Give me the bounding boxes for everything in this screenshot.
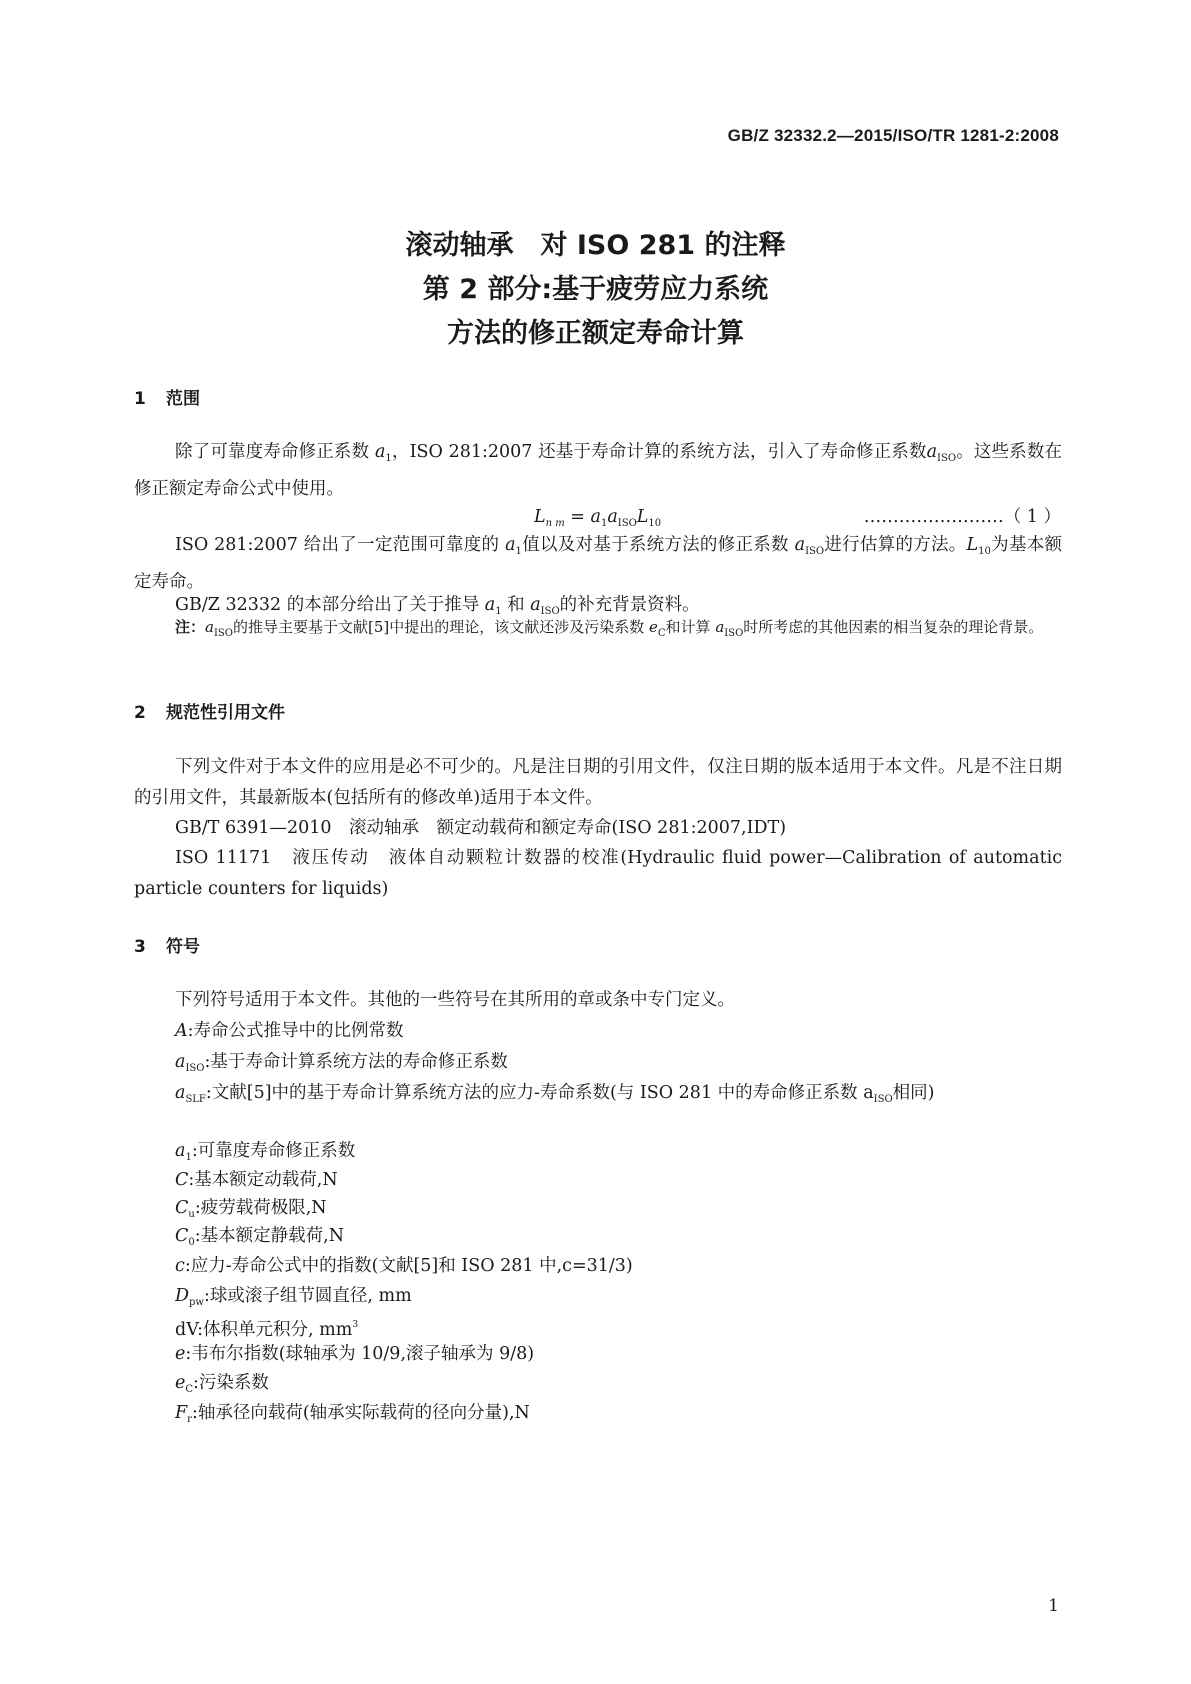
document-code: GB/Z 32332.2—2015/ISO/TR 1281-2:2008 xyxy=(727,126,1059,145)
scope-paragraph-1: 除了可靠度寿命修正系数 $a_1$，ISO 281:2007 还基于寿命计算的系统方法，引入了寿命修正系数$a_{ISO}$。这些系数在修正额定寿命公式中使用。 xyxy=(134,442,1062,499)
scope-paragraph-2: ISO 281:2007 给出了一定范围可靠度的 $a_1$值以及对基于系统方法的修正系数 $a_{ISO}$进行估算的方法。$L_{10}$为基本额定寿命。 xyxy=(134,535,1063,592)
ref-item-1: GB/T 6391—2010 滚动轴承 额定动载荷和额定寿命(ISO 281:2007,IDT) xyxy=(175,818,787,838)
title-line-1: 滚动轴承 对 ISO 281 的注释 xyxy=(405,230,786,261)
section-2-heading xyxy=(134,698,285,723)
section-number: 3 xyxy=(134,937,146,957)
symbols-intro: 下列符号适用于本文件。其他的一些符号在其所用的章或条中专门定义。 xyxy=(175,990,735,1010)
section-1-heading xyxy=(134,384,200,409)
symbol-item: $C_0$:基本额定静载荷,N xyxy=(175,1226,345,1248)
section-3-heading xyxy=(134,932,200,957)
section-title: 范围 xyxy=(166,389,200,409)
symbol-item: A:寿命公式推导中的比例常数 xyxy=(175,1021,404,1041)
page-number: 1 xyxy=(1048,1596,1059,1616)
scope-paragraph-3: GB/Z 32332 的本部分给出了关于推导 $a_1$ 和 $a_{ISO}$的补充背景资料。 xyxy=(175,595,700,617)
ref-item-2: ISO 11171 液压传动 液体自动颗粒计数器的校准(Hydraulic fluid power—Calibration of automatic particle counters for liquids) xyxy=(134,848,1062,899)
title-line-2: 第 2 部分:基于疲劳应力系统 xyxy=(422,274,769,305)
section-title: 符号 xyxy=(166,937,200,957)
document-title xyxy=(0,224,1191,356)
refs-intro: 下列文件对于本文件的应用是必不可少的。凡是注日期的引用文件，仅注日期的版本适用于本文件。凡是不注日期的引用文件，其最新版本(包括所有的修改单)适用于本文件。 xyxy=(134,757,1062,808)
symbol-item: $a_{ISO}$:基于寿命计算系统方法的寿命修正系数 xyxy=(175,1052,508,1074)
symbol-item: dV:体积单元积分, $mm^3$ xyxy=(175,1320,359,1340)
symbol-item: $D_{pw}$:球或滚子组节圆直径, mm xyxy=(175,1286,412,1308)
section-number: 1 xyxy=(134,389,146,409)
symbol-item: $a_{SLF}$:文献[5]中的基于寿命计算系统方法的应力-寿命系数(与 ISO 281 中的寿命修正系数 $a_{ISO}$相同) xyxy=(175,1083,935,1105)
formula-number: ……………………（ 1 ） xyxy=(863,507,1061,527)
section-number: 2 xyxy=(134,703,146,723)
symbol-item: $C_u$:疲劳载荷极限,N xyxy=(175,1198,327,1220)
section-title: 规范性引用文件 xyxy=(166,703,285,723)
symbol-item: $F_r$:轴承径向载荷(轴承实际载荷的径向分量),N xyxy=(175,1403,530,1425)
symbol-item: c:应力-寿命公式中的指数(文献[5]和 ISO 281 中,c=31/3) xyxy=(175,1256,633,1276)
scope-note: 注：$a_{ISO}$的推导主要基于文献[5]中提出的理论，该文献还涉及污染系数 $e_C$和计算 $a_{ISO}$时所考虑的其他因素的相当复杂的理论背景。 xyxy=(175,618,1044,639)
symbol-item: C:基本额定动载荷,N xyxy=(175,1170,338,1190)
symbol-item: $e_C$:污染系数 xyxy=(175,1373,269,1395)
title-line-3: 方法的修正额定寿命计算 xyxy=(447,318,744,349)
symbol-item: $a_1$:可靠度寿命修正系数 xyxy=(175,1141,356,1163)
symbol-item: e:韦布尔指数(球轴承为 10/9,滚子轴承为 9/8) xyxy=(175,1344,535,1364)
formula-1: $L_{n m} = a_1a_{ISO}L_{10}$ xyxy=(534,507,662,529)
